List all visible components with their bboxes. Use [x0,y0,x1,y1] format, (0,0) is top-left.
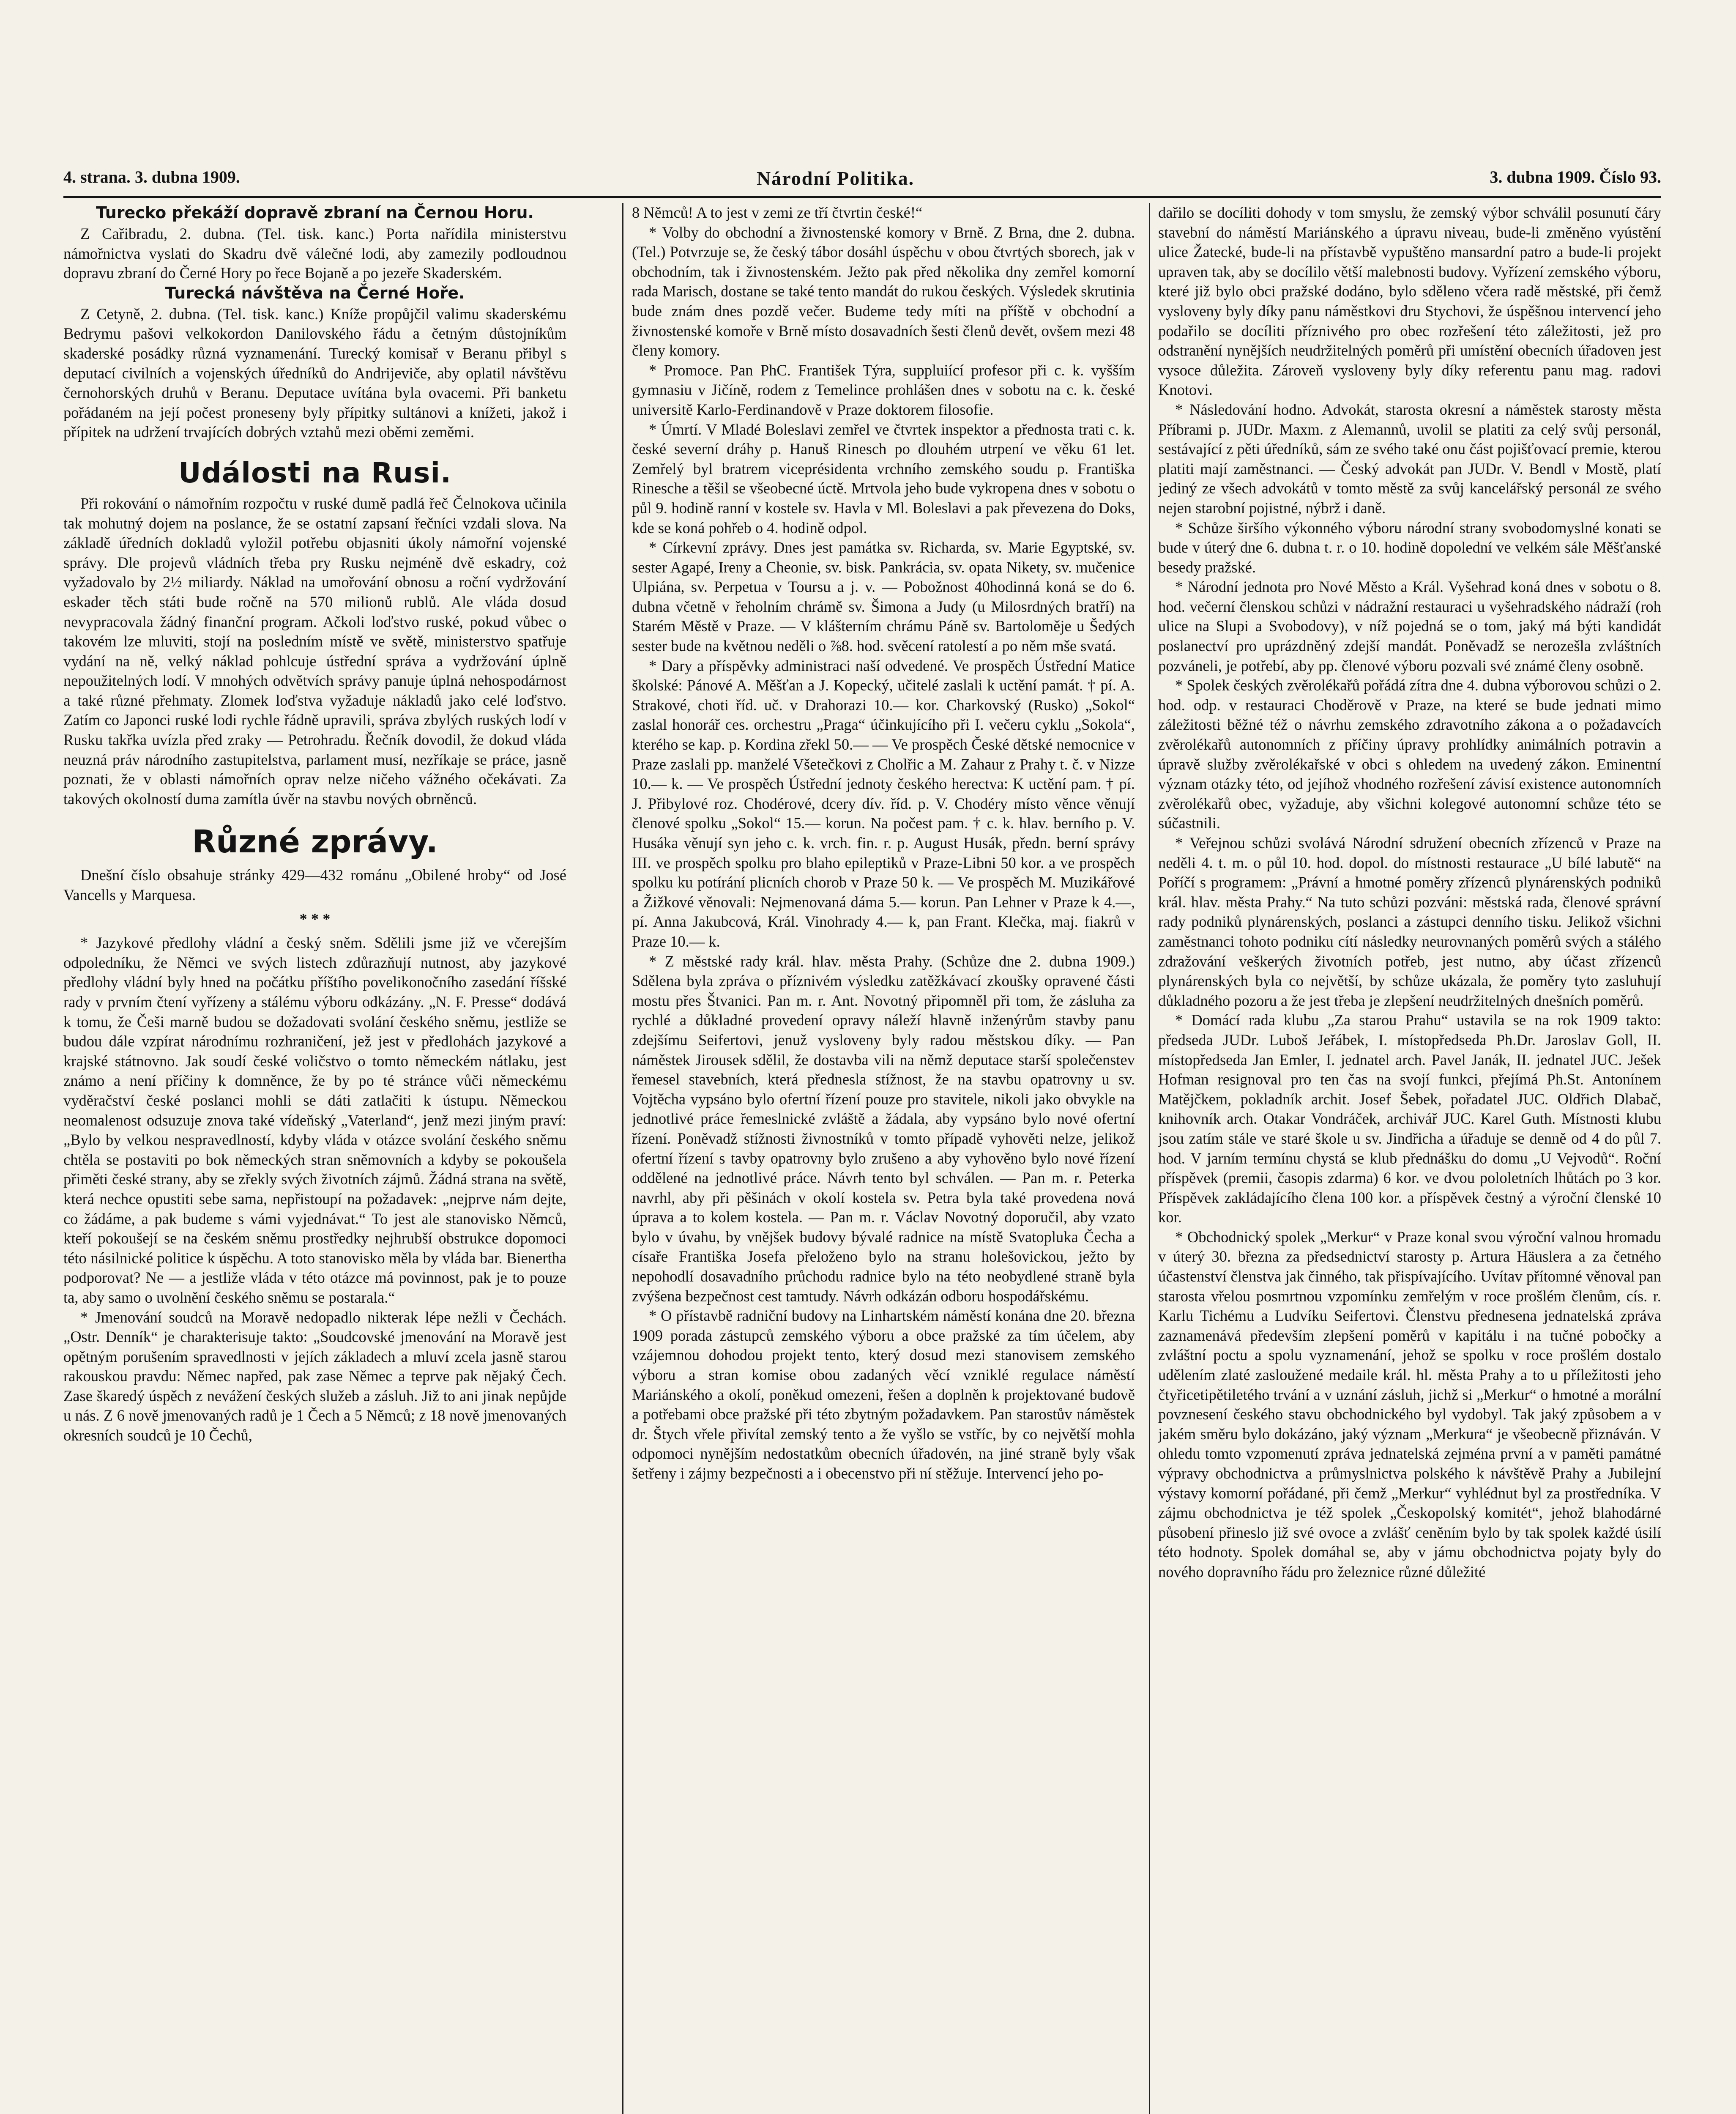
article-paragraph: * Promoce. Pan PhC. František Týra, suppluiící profesor při c. k. vyšším gymnasiu v Jičíně, rodem z Temelince prohlášen dnes v sobotu na c. k. české universitě Karlo-Ferdinandově v Praze doktorem filosofie. [632,361,1135,418]
article-paragraph: Při rokování o námořním rozpočtu v ruské dumě padlá řeč Čelnokova učinila tak mohutný dojem na poslance, že se ostatní zapsaní řečníci vzdali slova. Na základě úředních dokladů vyložil potřebu objasniti úkoly námořní vojenské správy. Dle projevů vládních třeba pry Rusku nejméně dvě eskadry, coż vyžadovalo by 2½ miliardy. Náklad na umořování obnosu a roční vydržování eskader těch státi bude ročně na 570 milionů rublů. Ale vláda dosud nevypracovala žádný finanční program. Ačkoli loďstvo ruské, pokud vůbec o takovém lze mluviti, stojí na posledním místě ve světě, ministerstvo spatřuje vydání na ně, velký náklad pohlcuje ústřední správa a vydržování úplně nepoužitelných lodí. V mnohých odvětvích správy panuje úplná nehospodárnost a také různé přehmaty. Zlomek loďstva vyžaduje nákladů jako celé loďstvo. Zatím co Japonci ruské lodi rychle řádně upravili, správa zbylých ruských lodí v Rusku takřka uvízla před zraky — Petrohradu. Řečník dovodil, že dokud vláda neuzná práv národního zastupitelstva, parlament musí, nezříkaje se práce, jasně poznati, že v oblasti námořních oprav nelze ničeho vážného očekávati. Za takových okolností duma zamítla úvěr na stavbu nových obrněnců. [63,494,566,808]
section-heading-ruzne-zpravy: Různé zprávy. [192,824,438,860]
article-paragraph: * Obchodnický spolek „Merkur“ v Praze konal svou výroční valnou hromadu v úterý 30. března za předsednictví starosty p. Artura Häuslera a za četného účastenství členstva jak činného, tak přispívajícího. Uvítav přítomné věnoval pan starosta vřelou posmrtnou vzpomínku zemřelým v roce prošlém členům, cís. r. Karlu Tichému a Ludvíku Seifertovi. Členstvu přednesena jednatelská zpráva zaznamenává především zlepšení poměrů v kapitálu i na tučné pobočky a zvláštní poctu a spolu vyznamenání, jehož se spolku v roce prošlém dostalo udělením zlaté zasloužené medaile král. hl. města Prahy a to u příležitosti jeho čtyřicetipětiletého trvání a v uznání zásluh, jichž si „Merkur“ o hmotné a morální povznesení českého stavu obchodnického byl vydobyl. Tak jaký způsobem a v jakém směru bylo dokázáno, jaký význam „Merkura“ je všeobecně přiznáván. V ohledu tomto vzpomenutí zpráva jednatelská zejména první a v paměti památné výpravy obchodnictva a průmyslnictva polského k návštěvě Prahy a Jubilejní výstavy komorní pořádané, při čemž „Merkur“ vyhlédnut byl za prostředníka. V zájmu obchodnictva je též spolek „Českopolský komitét“, jehož blahodárné působení přineslo již své ovoce a zvlášť ceněním bylo by tak spolek každé úsilí této hodnoty. Spolek domáhal se, aby v jámu obchodnictva pojaty byly do nového dopravního řádu pro železnice různé důležité [1158,1228,1661,1580]
article-paragraph: Z Cetyně, 2. dubna. (Tel. tisk. kanc.) Kníže propůjčil valimu skaderskému Bedrymu pašovi velkokordon Danilovského řádu a četným důstojníkům skaderské posádky různá vyznamenání. Turecký komisař v Beranu přibyl s deputací civilních a vojenských úředníků do Andrijeviče, aby oplatil návštěvu černohorských druhů v Beranu. Deputace uvítána byla ovacemi. Při banketu pořádaném na její počest proneseny byly přípitky sultánovi a knížeti, jakož i přípitek na udržení trvajících dobrých vztahů mezi oběmi zeměmi. [63,305,566,441]
article-paragraph: * Jmenování soudců na Moravě nedopadlo nikterak lépe nežli v Čechách. „Ostr. Denník“ je charakterisuje takto: „Soudcovské jmenování na Moravě jest opětným porušením spravedlnosti v jejích základech a mluví zcela jasně starou rakouskou pravdu: Němec napřed, pak zase Němec a teprve pak nějaký Čech. Zase škaredý úspěch z nevážení českých služeb a zásluh. Již to ani jinak nepůjde u nás. Z 6 nově jmenovaných radů je 1 Čech a 5 Němců; z 18 nově jmenovaných okresních soudců je 10 Čechů, [63,1308,566,1444]
column-1 [63,203,566,2114]
column-divider [622,203,623,2114]
column-divider [1149,203,1150,2114]
section-stars: * * * [299,910,331,928]
column-2 [632,203,1135,2114]
newspaper-title: Národní Politika. [757,167,915,189]
article-paragraph: * Církevní zprávy. Dnes jest památka sv. Richarda, sv. Marie Egyptské, sv. sester Agapé, Ireny a Cheonie, sv. bisk. Pankrácia, sv. opata Nikety, sv. mučenice Ulpiána, sv. Perpetua v Toursu a j. v. — Pobožnost 40hodinná koná se do 6. dubna včetně v řeholním chrámě sv. Šimona a Judy (u Milosrdných bratří) na Starém Městě v Praze. — V klášterním chrámu Páně sv. Bartoloměje u Šedých sester bude na květnou neděli o ⅞8. hod. svěcení ratolestí a po něm mše svatá. [632,539,1135,655]
headline-udalosti-na-rusi: Události na Rusi. [178,456,452,489]
headline-turecka-navsteva: Turecká návštěva na Černé Hoře. [165,283,465,302]
article-paragraph: * Národní jednota pro Nové Město a Král. Vyšehrad koná dnes v sobotu o 8. hod. večerní členskou schůzi v nádražní restauraci u vyšehradského nádraží (roh ulice na Slupi a Svobodovy), v níž pojedná se o tom, jaký má býti kandidát poslanectví pro uprázdněný zdejší mandát. Poněvadž se nerozešla zvláštních pozváneli, je potřebí, aby pp. členové výboru pozvali své známé členy osobně. [1158,578,1661,674]
issue-number: 3. dubna 1909. Číslo 93. [1490,167,1661,186]
article-paragraph: * Spolek českých zvěrolékařů pořádá zítra dne 4. dubna výborovou schůzi o 2. hod. odp. v restauraci Choděrově v Praze, na které se bude jednati mimo záležitosti běžné též o návrhu zemského zdravotního zákona a o požadavcích zvěrolékařů autonomních z příčiny úpravy prohlídky animálních potravin a úpravě služby zvěrolékařské v obci s ohledem na uvedený zákon. Eminentní význam otázky této, od jejíhož vhodného rozřešení závisí existence autonomních zvěrolékařů obec, vyžaduje, aby všichni kolegové autonomní schůze této se súčastnili. [1158,676,1661,832]
article-paragraph: * Z městské rady král. hlav. města Prahy. (Schůze dne 2. dubna 1909.) Sdělena byla zpráva o příznivém výsledku zatěžkávací zkoušky opravené části mostu přes Štvanici. Pan m. r. Ant. Novotný připomněl při tom, že zásluha za rychlé a důkladné provedení opravy náleží hlavně inženýrům stavby panu zdejšímu Seifertovi, jenuž vysloveny byly radou městskou díky. — Pan náměstek Jirousek sdělil, že dostavba vili na němž deputace starší společenstev řemesel stavebních, která přednesla stížnost, že na stavbu opatrovny u sv. Vojtěcha vypsáno bylo ofertní řízení pouze pro stavitele, nikoli jako obvykle na jednotlivé práce řemeslnické zvláště a žádala, aby vypsáno bylo nové ofertní řízení. Poněvadž stížnosti živnostníků v tomto případě vyhověti nelze, jelikož ofertní řízení s tavby opatrovny bylo zrušeno a aby vyhověno bylo nové řízení oddělené na jednotlivé práce. Návrh tento byl schválen. — Pan m. r. Peterka navrhl, aby při pěšinách v okolí kostela sv. Petra byla také provedena nová úprava a to kolem kostela. — Pan m. r. Václav Novotný doporučil, aby vzato bylo v úvahu, by vnějšek budovy bývalé radnice na místě Svatopluka Čecha a císaře Františka Josefa přeloženo bylo na stranu holešovickou, ježto by nepohodlí dosavadního průchodu radnice bylo na této neobydlené straně byla zvýšena bezpečnost cest tamtudy. Návrh odkázán odboru hospodářskému. [632,952,1135,1305]
article-paragraph: * Úmrtí. V Mladé Boleslavi zemřel ve čtvrtek inspektor a přednosta trati c. k. české severní dráhy p. Hanuš Rinesch po dlouhém utrpení ve věku 61 let. Zemřelý byl bratrem viceprésidenta vrchního zemského soudu p. Františka Rinesche a těšil se všeobecné úctě. Mrtvola jeho bude vykropena dnes v sobotu o půl 9. hodině ranní v kostele sv. Havla v Ml. Boleslavi a pak převezena do Doks, kde se koná pohřeb o 4. hodině odpol. [632,420,1135,537]
article-paragraph: * Dary a příspěvky administraci naší odvedené. Ve prospěch Ústřední Matice školské: Pánové A. Měšťan a J. Kopecký, učitelé zaslali k uctění památ. † pí. A. Strakové, choti říd. uč. v Drahorazi 10.— kor. Charkovský (Rusko) „Sokol“ zaslal honorář ces. orchestru „Praga“ účinkujícího při I. večeru cyklu „Sokola“, kterého se kap. p. Kordina zřekl 50.— — Ve prospěch České dětské nemocnice v Praze zaslali pp. manželé Všetečkovi z Cholřic a M. Zahaur z Prahy t. č. v Nizze 10.— k. — Ve prospěch Ústřední jednoty českého herectva: K uctění pam. † pí. J. Přibylové roz. Chodérové, dcery dív. říd. p. V. Chodéry místo věnce věnují členové spolku „Sokol“ 15.— korun. Na počest pam. † c. k. hlav. berního p. V. Husáka věnují syn jeho c. k. vrch. fin. r. p. August Husák, předn. berní správy III. ve prospěch spolku pro blaho epileptiků v Praze-Libni 50 kor. a ve prospěch spolku ku potírání plicních chorob v Praze 50 k. — Ve prospěch M. Muzikářové a Žižkové věnovali: Nejmenovaná dáma 5.— korun. Pan Lehner v Praze k 4.—, pí. Anna Jakubcová, Král. Vinohrady 4.— k, pan Frant. Klečka, maj. fiakrů v Praze 10.— k. [632,657,1135,950]
article-paragraph: * Veřejnou schůzi svolává Národní sdružení obecních zřízenců v Praze na neděli 4. t. m. o půl 10. hod. dopol. do místnosti restaurace „U bílé labutě“ na Poříčí s programem: „Právní a hmotné poměry zřízenců plynárenských podniků král. hlav. města Prahy.“ Na tuto schůzi pozváni: městská rada, členové správní rady podniků plynárenských, poslanci a zástupci denního tisku. Jelikož všichni zaměstnanci tohoto podniku cítí následky neurovnaných poměrů svých a stálého zdražování veškerých životních potřeb, jest nutno, aby účast zřízenců plynárenských byla co největší, by schůze ukázala, že poměry tyto zasluhují důkladného pozoru a že jest třeba je zlepšení neudržitelných dnešních poměrů. [1158,834,1661,1009]
masthead [63,167,1661,197]
article-paragraph: * Následování hodno. Advokát, starosta okresní a náměstek starosty města Příbrami p. JUDr. Maxm. z Alemannů, uvolil se platiti za celý svůj personál, sestávající z pěti úředníků, sám ze svého také onu část pojišťovací premie, kterou platiti mají zaměstnanci. — Český advokát pan JUDr. V. Bendl v Mostě, platí jediný ze všech advokátů v tomto městě za svůj kancelářský personál ze svého nejen starobní pojistné, nýbrž i daně. [1158,400,1661,517]
article-paragraph: * Volby do obchodní a živnostenské komory v Brně. Z Brna, dne 2. dubna. (Tel.) Potvrzuje se, že český tábor dosáhl úspěchu v obou čtvrtých sborech, jak v obchodním, tak i živnostenském. Ježto pak před několika dny zemřel komorní rada Marisch, dostane se také tento mandát do rukou českých. Výsledek skrutinia bude znám dnes pozdě večer. Budeme tedy míti na příště v obchodní a živnostenské komoře v Brně místo dosavadních šesti členů devět, ovšem mezi 48 členy komory. [632,223,1135,359]
article-paragraph: * Domácí rada klubu „Za starou Prahu“ ustavila se na rok 1909 takto: předseda JUDr. Luboš Jeřábek, I. místopředseda Ph.Dr. Jaroslav Goll, II. místopředseda Jan Emler, I. jednatel arch. Pavel Janák, II. jednatel JUC. Ješek Hofman resignoval pro ten čas na svojí funkci, přejímá Ph.St. Antonínem Matějčkem, pokladník archit. Josef Šebek, pořadatel JUC. Oldřich Dlabač, knihovník arch. Otakar Vondráček, archivář JUC. Karel Guth. Místnosti klubu jsou zatím stále ve staré škole u sv. Jindřicha a úřaduje se denně od 4 do půl 7. hod. V jarním termínu chystá se klub přednášku do domu „U Vejvodů“. Roční příspěvek (premii, časopis zdarma) 6 kor. ve dvou pololetních lhůtách po 3 kor. Příspěvek zakládajícího člena 100 kor. a příspěvek čestný a výroční členské 10 kor. [1158,1011,1661,1226]
article-paragraph: * Jazykové předlohy vládní a český sněm. Sdělili jsme již ve včerejším odpoledníku, že Němci ve svých listech zdůrazňují nutnost, aby jazykové předlohy vládní byly hned na počátku příštího povelikonočního zasedání říšské rady v prvním čtení vyřízeny a stálému výboru odkázány. „N. F. Presse“ dodává k tomu, že Češi marně budou se dožadovati svolání českého sněmu, jestliže se budou dále vzpírat národnímu rozhraničení, jež jest v předlohách jazykové a krajské státnovno. Jak soudí české voličstvo o tomto německém nátlaku, jest známo a není příčiny k domněnce, že by po té stránce vůči německému vyděračství české poslanci mohli se dáti zatlačiti k ústupu. Německou neomalenost odsuzuje znova také vídeňský „Vaterland“, jenž mezi jiným praví: „Bylo by velkou nespravedlností, kdyby vláda v otázce svolání českého sněmu chtěla se postaviti po bok německých stran sněmovních a kdyby se pokoušela přiměti české strany, aby se zřekly svých životních zájmů. Žádná strana na světě, která nechce opustiti sebe sama, nepřistoupí na požadavek: „nejprve nám dejte, co žádáme, a pak budeme s vámi vyjednávat.“ To jest ale stanovisko Němců, kteří pokoušejí se na českém sněmu prostředky nejhrubší obstrukce dopomoci této násilnické politice k úspěchu. A toto stanovisko měla by vláda bar. Bienertha podporovat? Ne — a jestliže vláda v této otázce má povinnost, pak je to pouze ta, aby samo o uvolnění českého sněmu se postarala.“ [63,934,566,1306]
article-paragraph: * O přístavbě radniční budovy na Linhartském náměstí konána dne 20. března 1909 porada zástupců zemského výboru a obce pražské za tím účelem, aby vzájemnou dohodou projekt tento, který dosud mezi stanovisem zemského výboru a stran komise obou zadaných věcí vzniklé regulace náměstí Mariánského a okolí, poněkud omezeni, řešen a doplněn k projektované budově a potřebami obce pražské při této zbytným požadavkem. Pan starostův náměstek dr. Štych vřele přivítal zemský tento a že vyšlo se vstříc, by co největší mohla odpomoci nynějším nedostatkům obecních úřadovén, na jiné straně byly však šetřeny i zájmy bezpečnosti a i obecenstvo při ní stěžuje. Intervencí jeho po- [632,1307,1135,1482]
article-paragraph: dařilo se docíliti dohody v tom smyslu, že zemský výbor schválil posunutí čáry stavební do náměstí Mariánského a úpravu niveau, bude-li změněno vyústění ulice Žatecké, bude-li na přístavbě vypuštěno mansardní patro a bude-li projekt upraven tak, aby se docílilo větší malebnosti budovy. Vyřízení zemského výboru, které již bylo obci pražské dodáno, bylo sděleno včera radě městské, při čemž vysloveny byly díky panu náměstkovi dru Stychovi, že úspěšnou intervencí jeho podařilo se docíliti příznivého pro obec rozřešení této záležitosti, jež pro odstranění nynějších neudržitelných poměrů při umístění obecních úřadoven jest vysoce důležita. Zároveň vysloveny byly díky referentu panu mag. radovi Knotovi. [1158,204,1661,399]
article-paragraph: * Schůze širšího výkonného výboru národní strany svobodomyslné konati se bude v úterý dne 6. dubna t. r. o 10. hodině dopolední ve velkém sále Měšťanské besedy pražské. [1158,519,1661,576]
article-paragraph: Dnešní číslo obsahuje stránky 429—432 románu „Obilené hroby“ od José Vancells y Marquesa. [63,866,566,904]
headline-turecko: Turecko překáží dopravě zbraní na Černou Horu. [96,203,534,222]
article-paragraph: 8 Němců! A to jest v zemi ze tří čtvrtin české!“ [632,204,923,221]
header-rule [63,196,1661,198]
column-3 [1158,203,1661,2114]
page-date-left: 4. strana. 3. dubna 1909. [63,167,240,186]
article-paragraph: Z Cařibradu, 2. dubna. (Tel. tisk. kanc.) Porta nařídila ministerstvu námořnictva vyslati do Skadru dvě válečné lodi, aby zamezily podloudnou dopravu zbraní do Černé Hory po řece Bojaně a po jezeře Skaderském. [63,225,566,282]
